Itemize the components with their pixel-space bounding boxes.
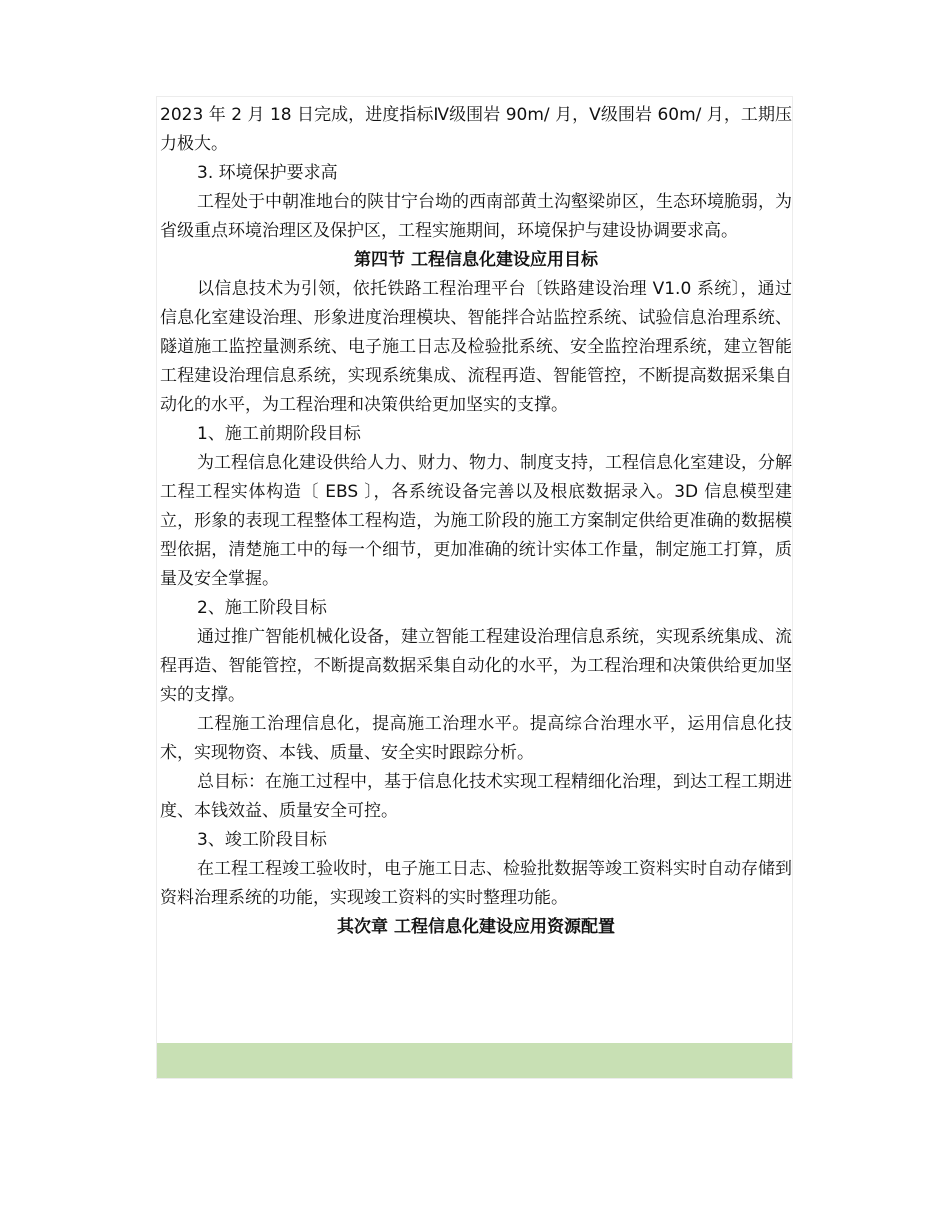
heading-environment-requirements: 3. 环境保护要求高 [197, 163, 338, 183]
paragraph-construction-2: 工程施工治理信息化，提高施工治理水平。提高综合治理水平，运用信息化技术，实现物资、本钱、质量、安全实时跟踪分析。 [160, 714, 792, 763]
paragraph-environment: 工程处于中朝准地台的陕甘宁台坳的西南部黄土沟壑梁峁区，生态环境脆弱，为省级重点环境治理区及保护区，工程实施期间，环境保护与建设协调要求高。 [160, 192, 792, 241]
document-page [156, 96, 793, 1079]
paragraph-construction-1: 通过推广智能机械化设备，建立智能工程建设治理信息系统，实现系统集成、流程再造、智能管控，不断提高数据采集自动化的水平，为工程治理和决策供给更加坚实的支撑。 [160, 627, 792, 705]
heading-construction-goal: 2、施工阶段目标 [197, 598, 327, 618]
heading-completion-goal: 3、竣工阶段目标 [197, 830, 327, 850]
paragraph-completion: 在工程工程竣工验收时，电子施工日志、检验批数据等竣工资料实时自动存储到资料治理系统的功能，实现竣工资料的实时整理功能。 [160, 859, 792, 908]
chapter-2-title: 其次章 工程信息化建设应用资源配置 [337, 917, 615, 937]
document-content [160, 101, 792, 942]
section-4-title: 第四节 工程信息化建设应用目标 [354, 250, 598, 270]
paragraph-informatization-overview: 以信息技术为引领，依托铁路工程治理平台〔铁路建设治理 V1.0 系统〕，通过信息化室建设治理、形象进度治理模块、智能拌合站监控系统、试验信息治理系统、隧道施工监控量测系统、电子施工日志及检验批系统、安全监控治理系统，建立智能工程建设治理信息系统，实现系统集成、流程再造、智能管控，不断提高数据采集自动化的水平，为工程治理和决策供给更加坚实的支撑。 [160, 279, 792, 415]
paragraph-overall-goal: 总目标：在施工过程中，基于信息化技术实现工程精细化治理，到达工程工期进度、本钱效益、质量安全可控。 [160, 772, 792, 821]
paragraph-pre-construction: 为工程信息化建设供给人力、财力、物力、制度支持，工程信息化室建设，分解工程工程实体构造〔 EBS 〕，各系统设备完善以及根底数据录入。3D 信息模型建立，形象的表现工程整体工程构造，为施工阶段的施工方案制定供给更准确的数据模型依据，清楚施工中的每一个细节，更加准确的统计实体工作量，制定施工打算，质量及安全掌握。 [160, 453, 792, 589]
heading-pre-construction-goal: 1、施工前期阶段目标 [197, 424, 361, 444]
footer-band [157, 1043, 792, 1078]
paragraph-schedule: 2023 年 2 月 18 日完成，进度指标Ⅳ级围岩 90m/ 月，Ⅴ级围岩 60m/ 月，工期压力极大。 [160, 105, 792, 154]
